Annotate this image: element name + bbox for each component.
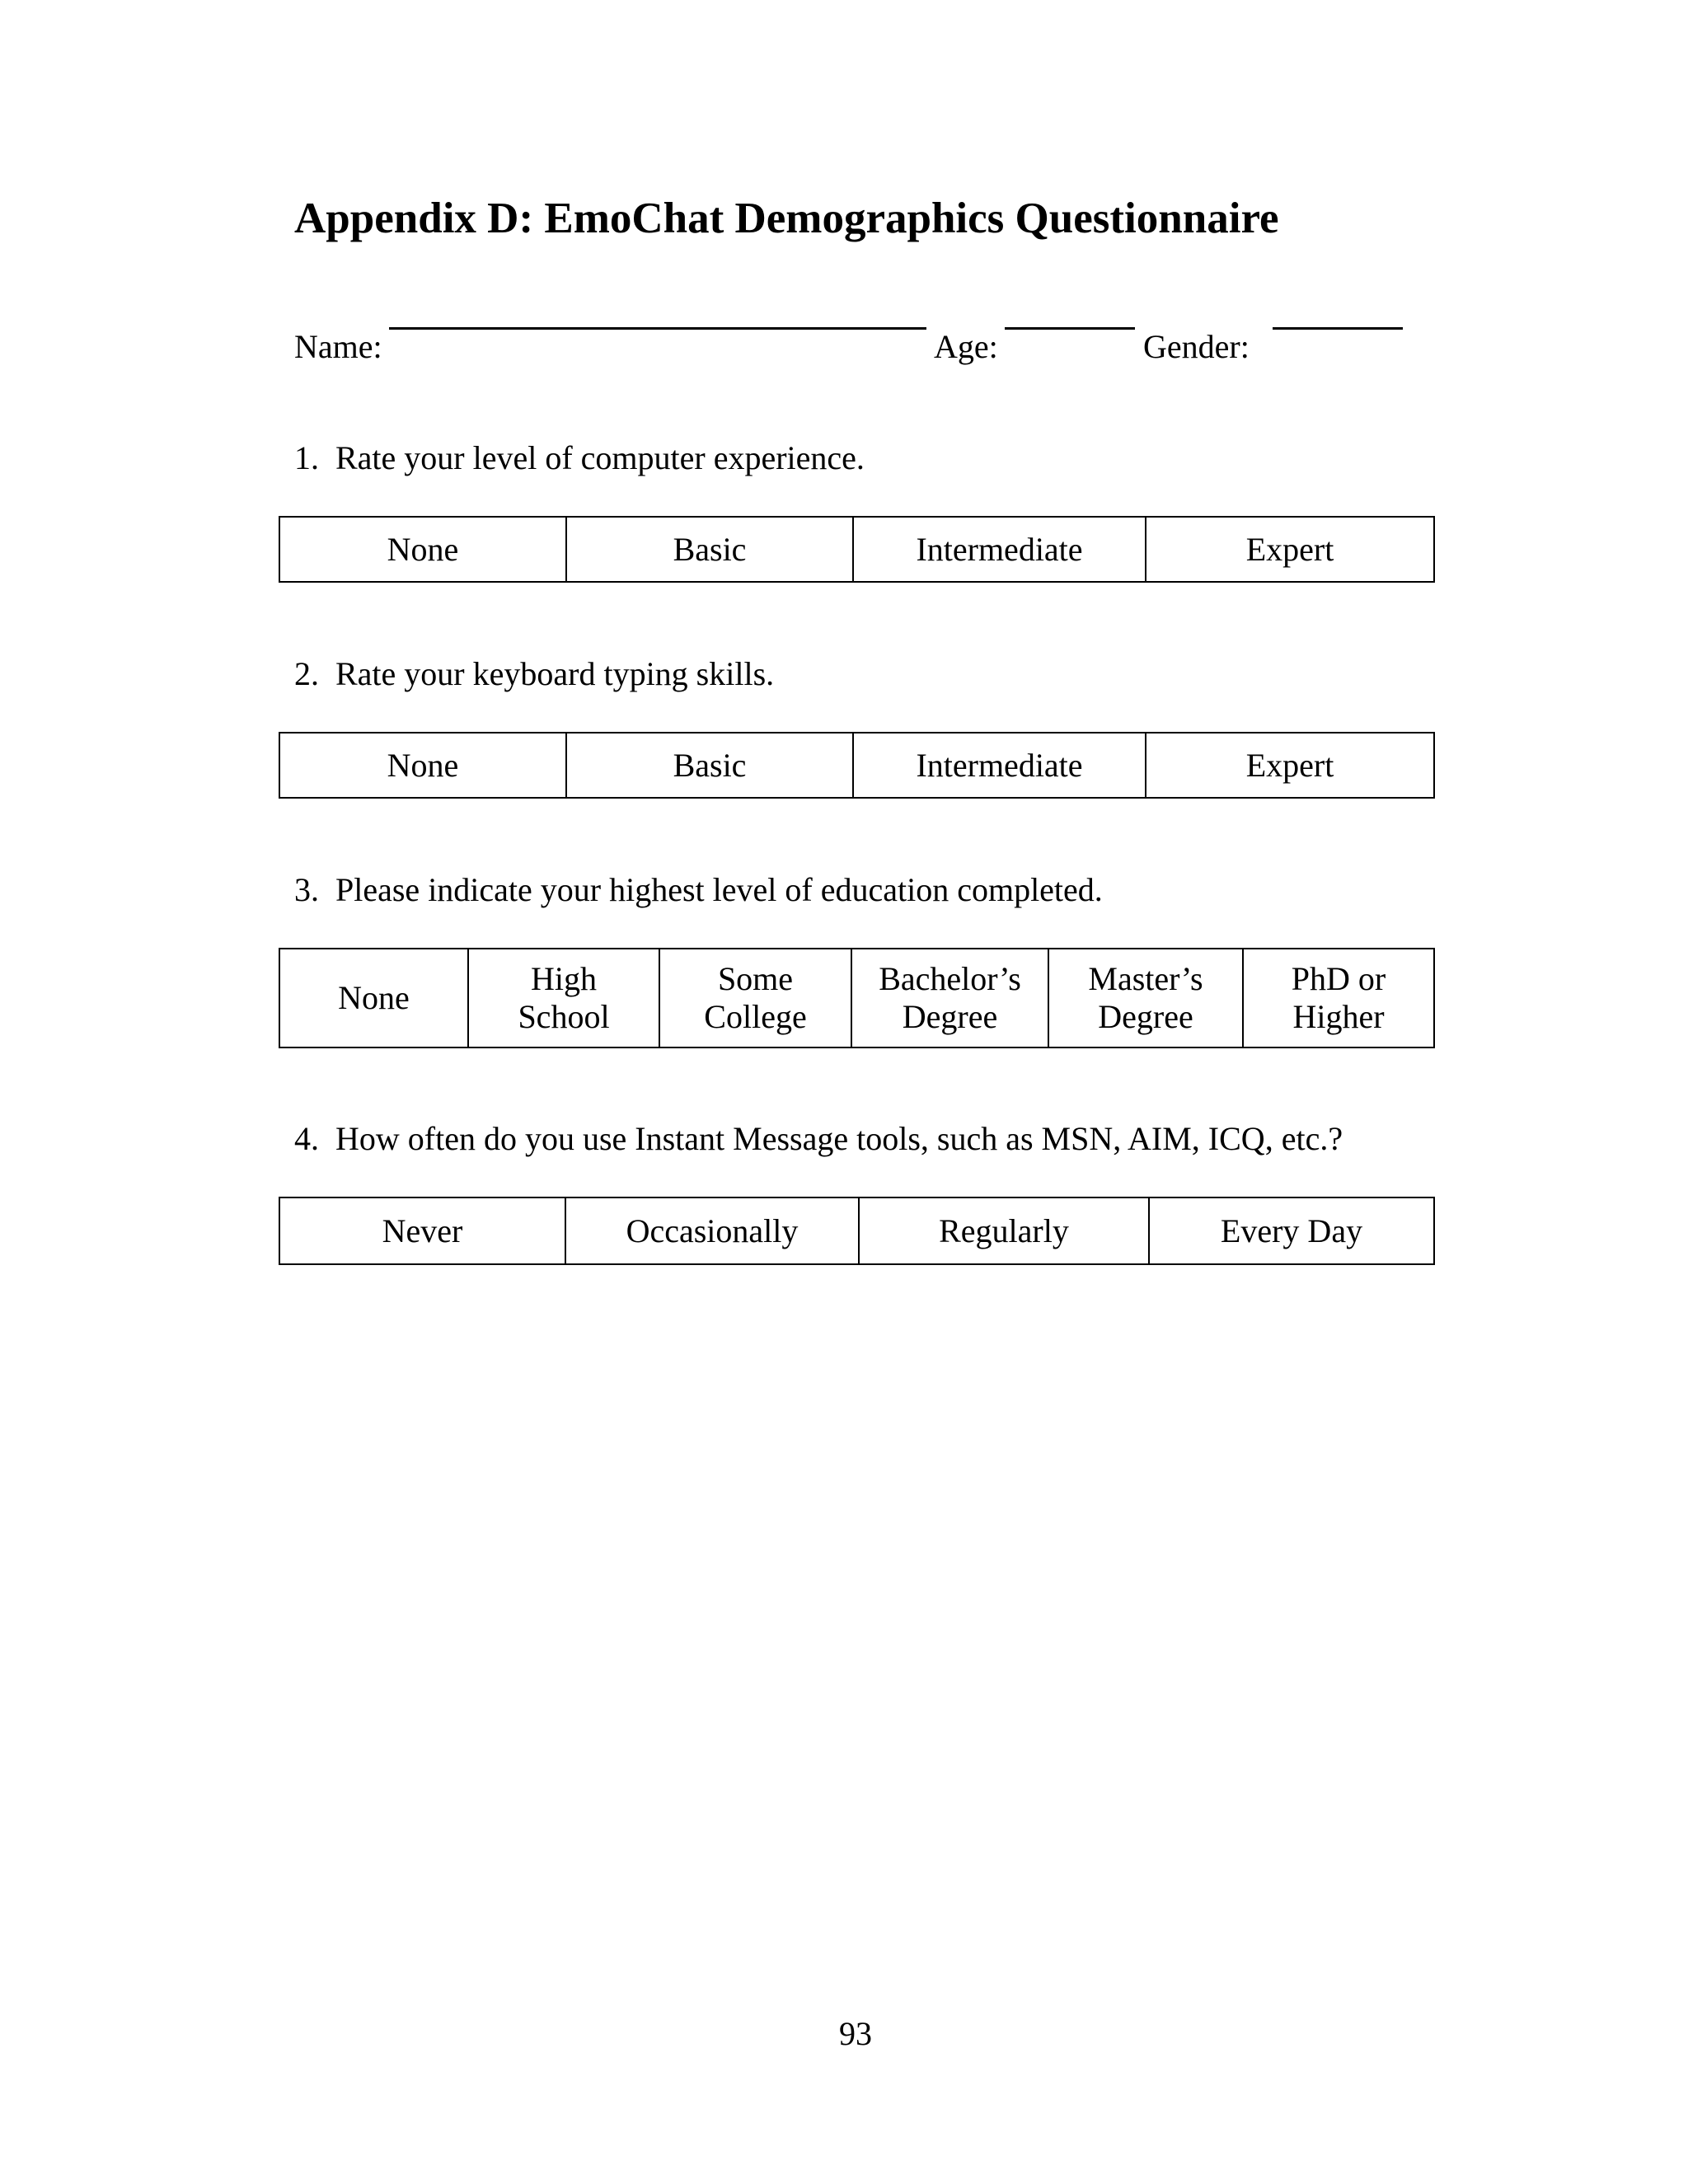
option-line-2: Higher: [1292, 998, 1385, 1035]
option-none[interactable]: None: [279, 517, 566, 582]
option-line-2: College: [704, 998, 807, 1035]
option-line-1: Bachelor’s: [879, 960, 1021, 997]
option-intermediate[interactable]: Intermediate: [853, 517, 1146, 582]
question-text: How often do you use Instant Message tools, such as MSN, AIM, ICQ, etc.?: [335, 1120, 1343, 1157]
question-4: [294, 1119, 1343, 1158]
question-number: 2.: [294, 655, 319, 692]
typing-skills-options: [279, 732, 1435, 799]
option-line-2: Degree: [902, 998, 998, 1035]
gender-label: Gender:: [1143, 328, 1250, 365]
computer-experience-options: [279, 516, 1435, 583]
option-expert[interactable]: Expert: [1146, 733, 1434, 798]
question-number: 3.: [294, 871, 319, 908]
question-text: Please indicate your highest level of education completed.: [335, 871, 1103, 908]
option-basic[interactable]: Basic: [566, 517, 853, 582]
option-line-1: Master’s: [1088, 960, 1203, 997]
question-1: [294, 438, 865, 477]
option-line-1: High: [531, 960, 597, 997]
option-occasionally[interactable]: Occasionally: [565, 1197, 859, 1264]
option-regularly[interactable]: Regularly: [859, 1197, 1149, 1264]
page-title: Appendix D: EmoChat Demographics Questionnaire: [294, 194, 1279, 242]
option-phd-or-higher[interactable]: [1243, 949, 1434, 1047]
option-basic[interactable]: Basic: [566, 733, 853, 798]
option-some-college[interactable]: [659, 949, 851, 1047]
option-line-2: Degree: [1098, 998, 1193, 1035]
question-text: Rate your level of computer experience.: [335, 439, 865, 476]
option-line-1: None: [338, 979, 410, 1016]
option-line-2: School: [518, 998, 610, 1035]
question-3: [294, 870, 1103, 909]
name-field[interactable]: [389, 327, 926, 330]
age-field[interactable]: [1005, 327, 1135, 330]
option-none[interactable]: [279, 949, 468, 1047]
education-options: [279, 948, 1435, 1048]
option-intermediate[interactable]: Intermediate: [853, 733, 1146, 798]
question-2: [294, 654, 774, 693]
option-never[interactable]: Never: [279, 1197, 565, 1264]
question-text: Rate your keyboard typing skills.: [335, 655, 775, 692]
option-high-school[interactable]: [468, 949, 659, 1047]
option-line-1: PhD or: [1291, 960, 1386, 997]
page-number: 93: [839, 2015, 872, 2052]
name-label: Name:: [294, 328, 382, 365]
age-label: Age:: [934, 328, 998, 365]
option-masters-degree[interactable]: [1048, 949, 1243, 1047]
option-line-1: Some: [717, 960, 794, 997]
question-number: 1.: [294, 439, 319, 476]
option-expert[interactable]: Expert: [1146, 517, 1434, 582]
instant-message-usage-options: [279, 1197, 1435, 1265]
option-every-day[interactable]: Every Day: [1149, 1197, 1434, 1264]
option-bachelors-degree[interactable]: [851, 949, 1048, 1047]
option-none[interactable]: None: [279, 733, 566, 798]
gender-field[interactable]: [1273, 327, 1403, 330]
question-number: 4.: [294, 1120, 319, 1157]
